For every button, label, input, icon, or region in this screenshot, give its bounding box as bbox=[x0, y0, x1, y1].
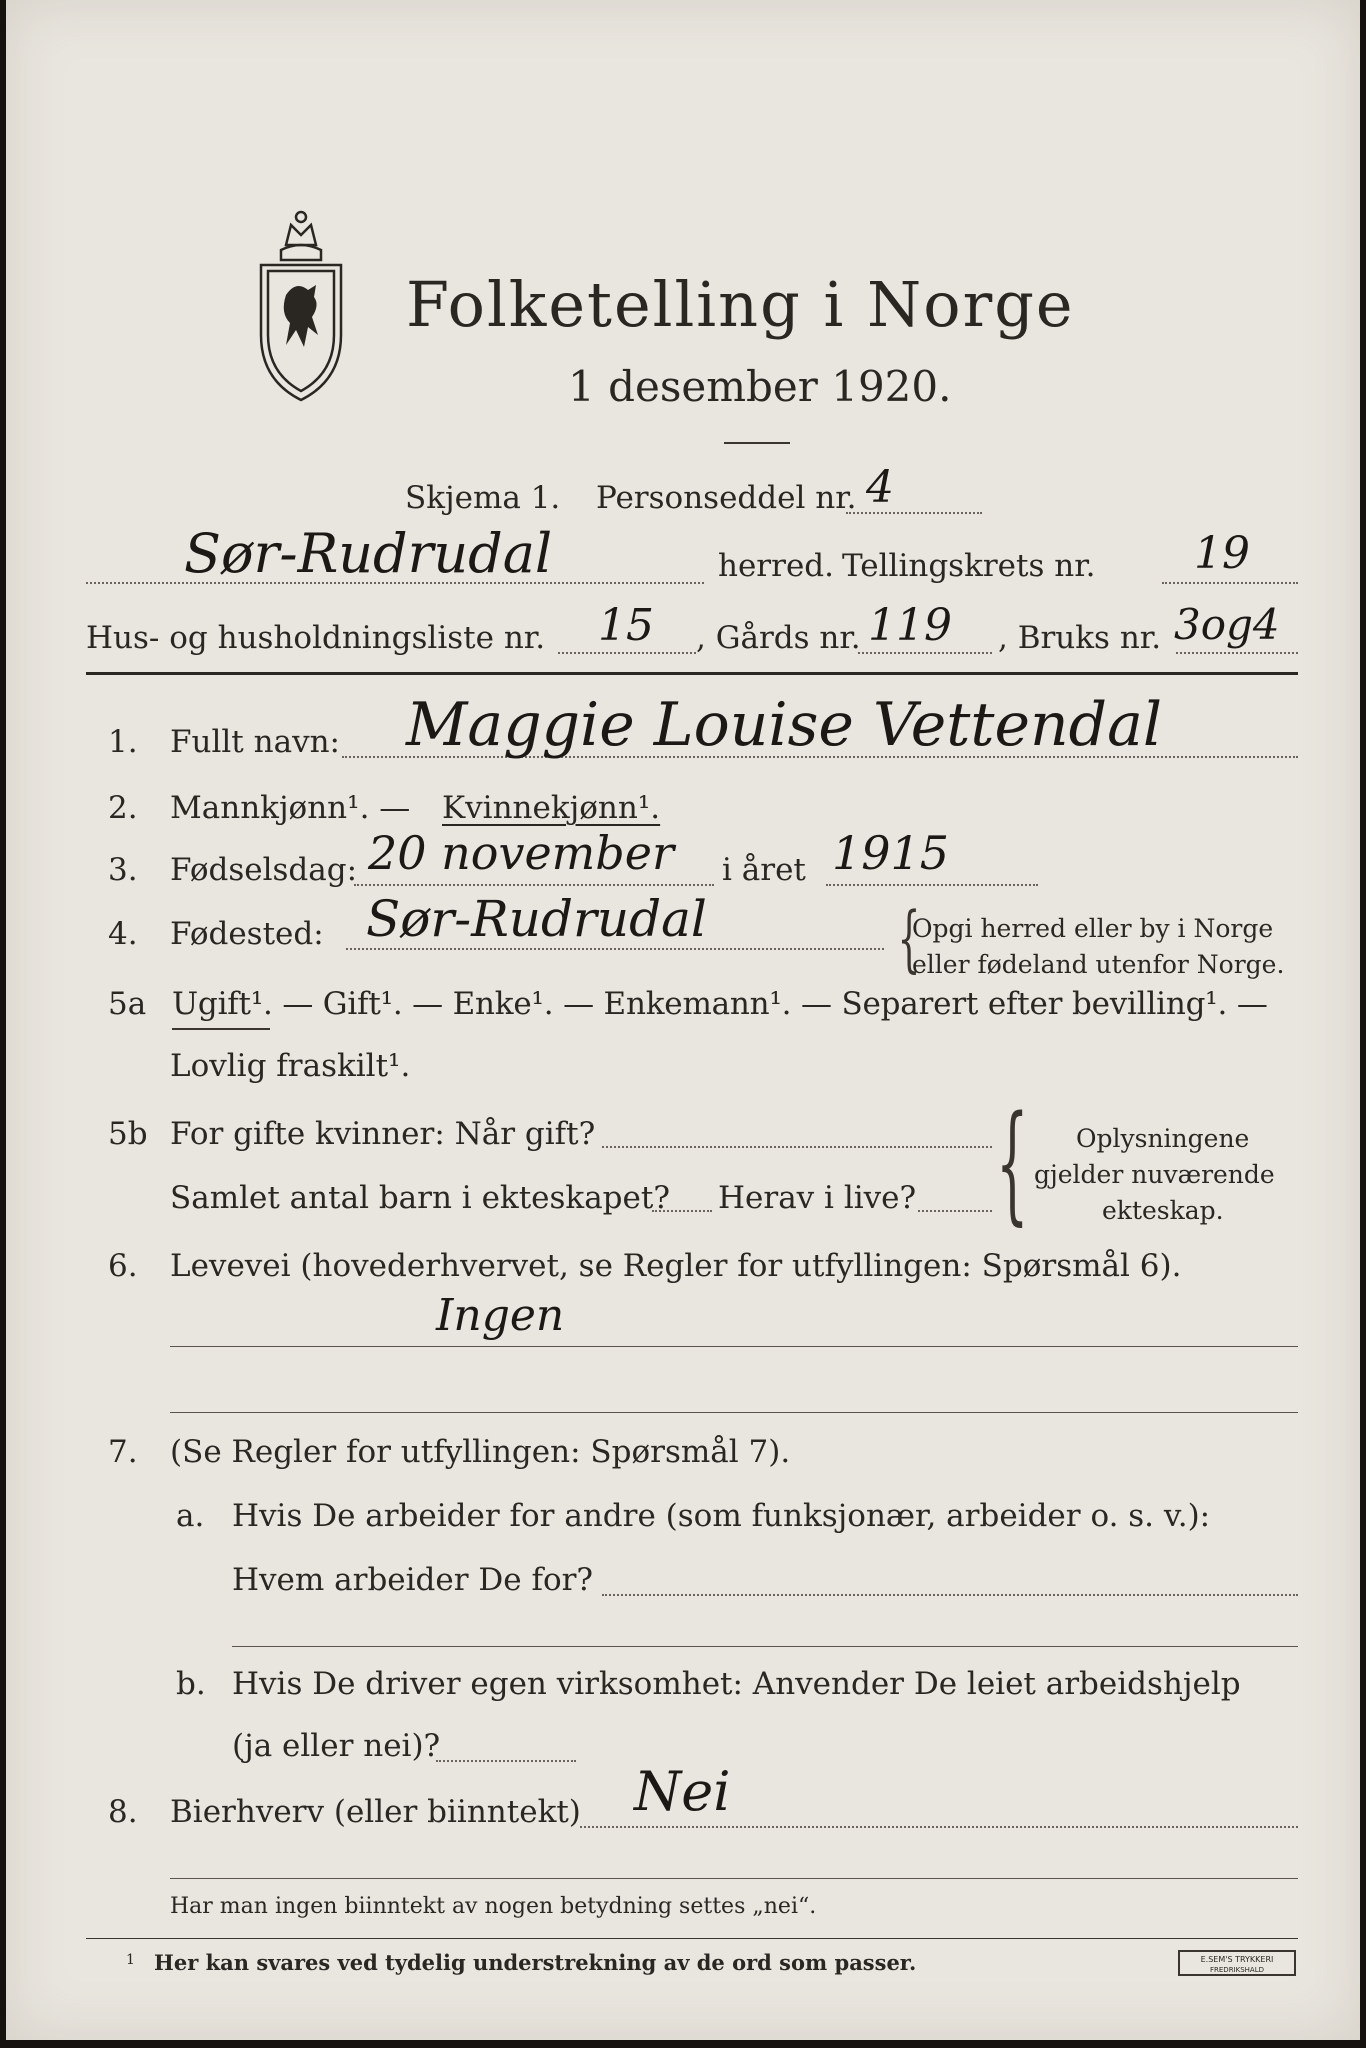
q4-field-line bbox=[346, 948, 884, 950]
gards-label: , Gårds nr. bbox=[696, 620, 861, 656]
q4-number: 4. bbox=[108, 916, 138, 952]
hired-help-field-line[interactable] bbox=[436, 1760, 576, 1762]
q7b-line2: (ja eller nei)? bbox=[232, 1728, 441, 1764]
q4-note-1: Opgi herred eller by i Norge bbox=[912, 914, 1274, 943]
q5a-number: 5a bbox=[108, 986, 147, 1022]
q5b-brace: { bbox=[996, 1089, 1029, 1238]
q5a-options-line1[interactable]: Ugift¹. — Gift¹. — Enke¹. — Enkemann¹. — Separert efter bevilling¹. — bbox=[172, 986, 1268, 1022]
q5b-note-3: ekteskap. bbox=[1102, 1196, 1224, 1225]
children-alive-field-line[interactable] bbox=[918, 1210, 992, 1212]
q7b-line1: Hvis De driver egen virksomhet: Anvender De leiet arbeidshjelp bbox=[232, 1666, 1241, 1702]
q8-number: 8. bbox=[108, 1794, 138, 1830]
herred-value[interactable]: Sør-Rudrudal bbox=[184, 522, 553, 585]
q5b-line2a: Samlet antal barn i ekteskapet? bbox=[170, 1180, 670, 1216]
form-date: 1 desember 1920. bbox=[568, 362, 952, 411]
children-count-field-line[interactable] bbox=[652, 1210, 712, 1212]
q5b-line1: For gifte kvinner: Når gift? bbox=[170, 1116, 596, 1152]
q7-number: 7. bbox=[108, 1434, 138, 1470]
footnote-mark: 1 bbox=[126, 1952, 135, 1968]
personseddel-label: Personseddel nr. bbox=[596, 480, 857, 516]
q8-field-line bbox=[580, 1826, 1298, 1828]
bruks-field-line bbox=[1176, 652, 1298, 654]
herred-label: herred. bbox=[718, 548, 834, 584]
q8-label: Bierhverv (eller biinntekt) bbox=[170, 1794, 581, 1830]
coat-of-arms-icon bbox=[246, 205, 356, 405]
bruks-label: , Bruks nr. bbox=[998, 620, 1162, 656]
q3-field-line bbox=[354, 884, 714, 886]
q2-number: 2. bbox=[108, 790, 138, 826]
q3-label: Fødselsdag: bbox=[170, 852, 358, 888]
full-name-value[interactable]: Maggie Louise Vettendal bbox=[406, 690, 1163, 760]
q7a-line1: Hvis De arbeider for andre (som funksjonær, arbeider o. s. v.): bbox=[232, 1498, 1211, 1534]
form-title: Folketelling i Norge bbox=[406, 268, 1075, 341]
q5b-note-2: gjelder nuværende bbox=[1034, 1160, 1275, 1189]
title-divider bbox=[724, 442, 790, 444]
tellingskrets-value[interactable]: 19 bbox=[1194, 528, 1250, 579]
q7a-letter: a. bbox=[176, 1498, 205, 1534]
footer-note: Har man ingen biinntekt av nogen betydning settes „nei“. bbox=[170, 1894, 817, 1919]
q7-label: (Se Regler for utfyllingen: Spørsmål 7). bbox=[170, 1434, 791, 1470]
bruks-value[interactable]: 3og4 bbox=[1174, 600, 1280, 649]
q8-answer-line-2[interactable] bbox=[170, 1878, 1298, 1879]
gards-field-line bbox=[858, 652, 992, 654]
q2-male-option[interactable]: Mannkjønn¹. — bbox=[170, 790, 411, 826]
q3-year-field-line bbox=[826, 884, 1038, 886]
birthday-value[interactable]: 20 november bbox=[368, 826, 674, 880]
employer-field-line-2[interactable] bbox=[232, 1646, 1298, 1647]
q5b-line2b: Herav i live? bbox=[718, 1180, 917, 1216]
q3-year-label: i året bbox=[722, 852, 806, 888]
gards-value[interactable]: 119 bbox=[868, 600, 952, 651]
q5a-options-line2[interactable]: Lovlig fraskilt¹. bbox=[170, 1048, 411, 1084]
q5b-note-1: Oplysningene bbox=[1076, 1124, 1250, 1153]
side-income-value[interactable]: Nei bbox=[634, 1760, 731, 1823]
q7a-line2: Hvem arbeider De for? bbox=[232, 1562, 594, 1598]
q4-brace: { bbox=[897, 896, 921, 980]
section-rule bbox=[86, 672, 1298, 675]
printer-line-1: E.SEM'S TRYKKERI bbox=[1200, 1955, 1274, 1964]
q7b-letter: b. bbox=[176, 1666, 206, 1702]
husliste-value[interactable]: 15 bbox=[598, 600, 654, 651]
printer-stamp bbox=[1178, 1950, 1296, 1976]
birth-year-value[interactable]: 1915 bbox=[832, 826, 950, 880]
q1-label: Fullt navn: bbox=[170, 724, 340, 760]
husliste-field-line bbox=[558, 652, 696, 654]
q5b-number: 5b bbox=[108, 1116, 148, 1152]
footer-rule bbox=[86, 1938, 1298, 1939]
q6-number: 6. bbox=[108, 1248, 138, 1284]
birthplace-value[interactable]: Sør-Rudrudal bbox=[366, 890, 707, 948]
q6-answer-line-2[interactable] bbox=[170, 1412, 1298, 1413]
employer-field-line[interactable] bbox=[602, 1594, 1298, 1596]
q1-number: 1. bbox=[108, 724, 138, 760]
married-date-field-line[interactable] bbox=[602, 1146, 992, 1148]
ugift-underline bbox=[172, 1028, 270, 1030]
q4-note-2: eller fødeland utenfor Norge. bbox=[912, 950, 1285, 979]
q2-female-option[interactable]: Kvinnekjønn¹. bbox=[442, 790, 661, 826]
skjema-label: Skjema 1. bbox=[405, 480, 561, 516]
footnote-text: Her kan svares ved tydelig understrekning av de ord som passer. bbox=[154, 1950, 917, 1975]
tellingskrets-label: Tellingskrets nr. bbox=[842, 548, 1096, 584]
q3-number: 3. bbox=[108, 852, 138, 888]
tellingskrets-field-line bbox=[1162, 582, 1298, 584]
q6-label: Levevei (hovederhvervet, se Regler for utfyllingen: Spørsmål 6). bbox=[170, 1248, 1182, 1284]
husliste-label: Hus- og husholdningsliste nr. bbox=[86, 620, 546, 656]
census-form-sheet bbox=[6, 0, 1360, 2040]
personseddel-value[interactable]: 4 bbox=[866, 462, 894, 513]
occupation-value[interactable]: Ingen bbox=[436, 1290, 565, 1341]
q6-answer-line-1 bbox=[170, 1346, 1298, 1347]
q4-label: Fødested: bbox=[170, 916, 324, 952]
printer-line-2: FREDRIKSHALD bbox=[1209, 1966, 1264, 1974]
